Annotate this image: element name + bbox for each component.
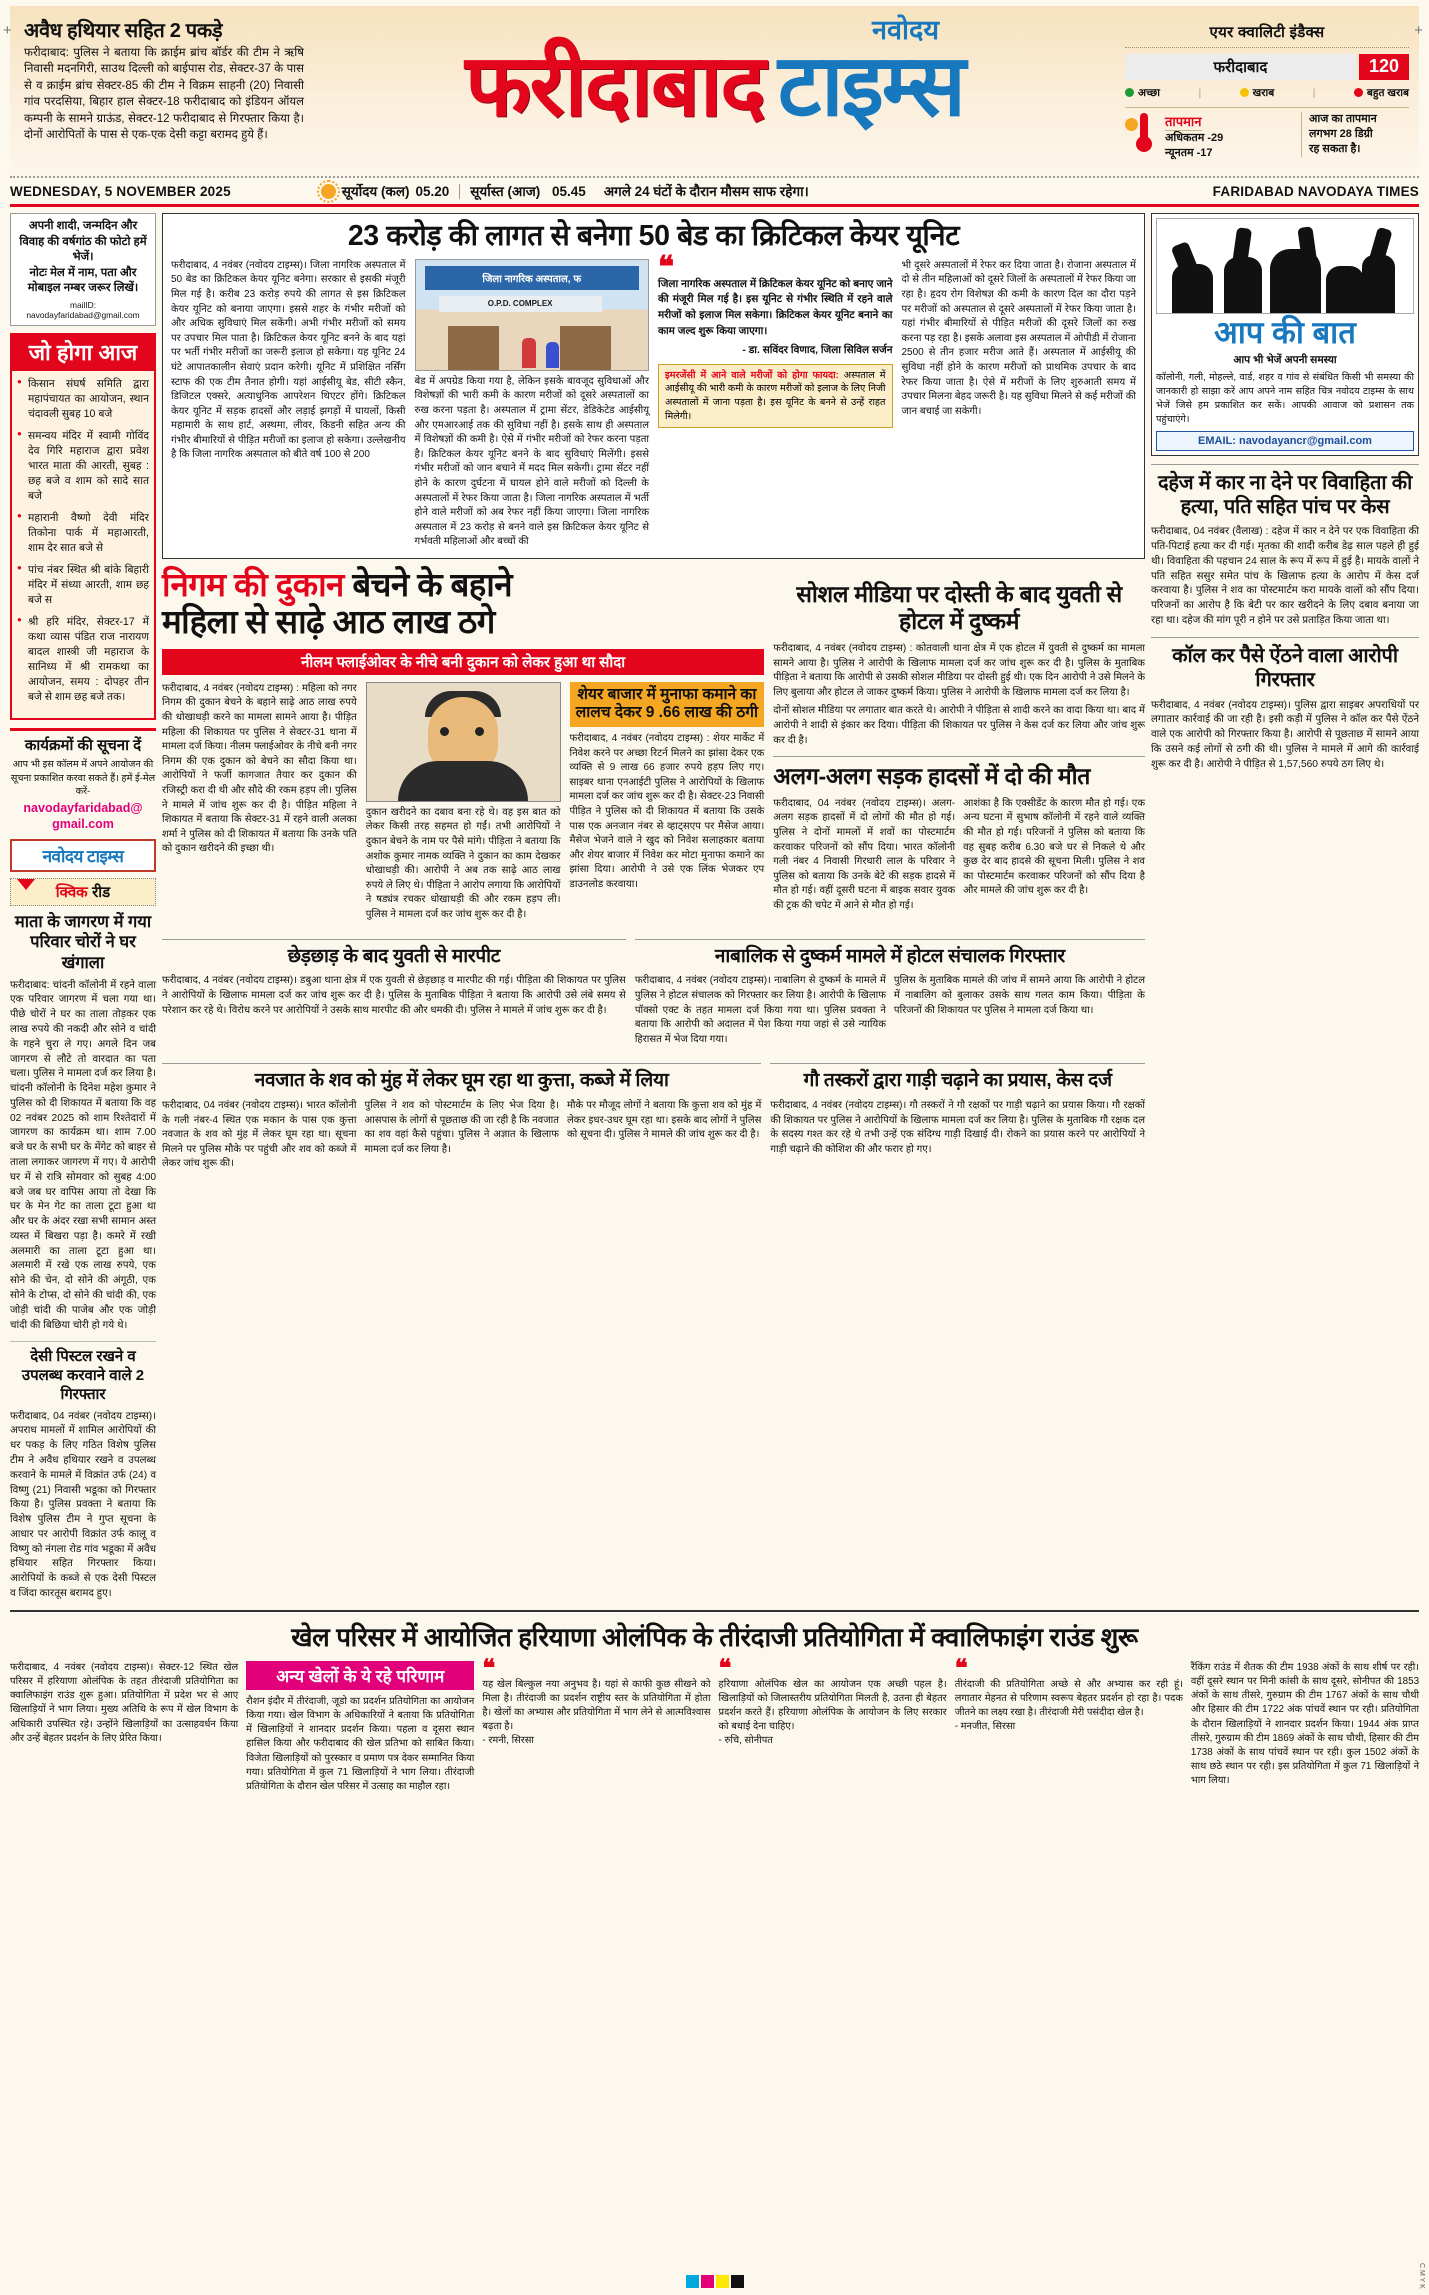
sports-quote-2 <box>718 1654 947 1794</box>
nigam-col-2 <box>366 682 561 923</box>
notice-title: कार्यक्रमों की सूचना दें <box>24 737 142 755</box>
temp-max: अधिकतम -29 <box>1165 132 1224 144</box>
sunrise-time: 05.20 <box>415 183 450 199</box>
notice-body: आप भी इस कॉलम में अपने आयोजन की सूचना प्रकाशित करवा सकते हैं। हमें ई-मेल करें- <box>10 759 156 798</box>
accused-portrait <box>366 682 561 802</box>
list-item: ● महारानी वैष्णो देवी मंदिर तिकोना पार्क में महाआरती, शाम देर सात बजे से <box>17 511 149 556</box>
social-body: फरीदाबाद, 4 नवंबर (नवोदय टाइम्स) : कोतवाली थाना क्षेत्र में एक होटल में युवती से दुष्कर्म का मामला सामने आया है। पुलिस ने आरोपी के खिलाफ मामला दर्ज कर जांच शुरू कर दी है। पुलिस के मुताबिक पीड़िता ने बताया कि आरोपी से उसकी सोशल मीडिया पर दोस्ती हुई थी। एक दिन आरोपी ने उसे मिलने के लिए बुलाया और होटल ले जाकर दुष्कर्म किया। पुलिस ने आरोपी के खिलाफ मामला दर्ज कर लिया है। <box>773 643 1145 698</box>
page-grid <box>10 213 1419 1602</box>
sports-headline: खेल परिसर में आयोजित हरियाणा ओलंपिक के तीरंदाजी प्रतियोगिता में क्वालिफाइंग राउंड शुरू <box>291 1621 1138 1652</box>
sunrise-block <box>321 182 450 200</box>
sports-col-last <box>1191 1661 1419 1794</box>
temp-today-label: आज का तापमान <box>1309 113 1377 125</box>
temp-today-value: लगभग 28 डिग्री <box>1309 127 1373 140</box>
lead-highlight-box <box>658 364 893 428</box>
nawjat-col-2: पुलिस ने शव को पोस्टमार्टम के लिए भेज दिया है। आसपास के लोगों से पूछताछ की जा रही है कि नवजात का शव वहां कैसे पहुंचा। पुलिस ने अज्ञात के खिलाफ मामला दर्ज कर लिया है। <box>364 1100 559 1155</box>
thermometer-icon <box>1125 112 1159 150</box>
chhedchhad-body: फरीदाबाद, 4 नवंबर (नवोदय टाइम्स)। डबुआ थाना क्षेत्र में एक युवती से छेड़छाड़ व मारपीट की गई। पीड़िता की शिकायत पर पुलिस ने आरोपियों के खिलाफ मामला दर्ज कर जांच शुरू कर दी है। पुलिस के मुताबिक पीड़िता ने बताया कि आरोपी उसे लंबे समय से परेशान कर रहे थे। विरोध करने पर आरोपियों ने उसके साथ मारपीट की और धमकी दी। पुलिस ने मामले में जांच शुरू कर दी है। <box>162 975 626 1016</box>
photo-signboard-2: O.P.D. COMPLEX <box>439 296 602 312</box>
legend-separator-2: | <box>1312 87 1316 99</box>
nawjat-headline: नवजात के शव को मुंह में लेकर घूम रहा था कुत्ता, कब्जे में लिया <box>162 1063 761 1093</box>
sidebar-story-1-headline: माता के जागरण में गया परिवार चोरों ने घर खंगाला <box>14 912 152 972</box>
aapki-baat-box <box>1151 213 1419 456</box>
nigam-headline-red: निगम की दुकान <box>162 565 344 603</box>
list-item: ● श्री हरि मंदिर, सेक्टर-17 में कथा व्यास पंडित राज नारायण बादल शास्त्री जी महाराज के सानिध्य में श्री रामकथा का आयोजन, समय : दोपहर तीन बजे से शाम छह बजे तक। <box>17 615 149 705</box>
quickread-red: क्विक <box>55 883 88 901</box>
nigam-ribbon: नीलम फ्लाईओवर के नीचे बनी दुकान को लेकर हुआ था सौदा <box>162 649 764 675</box>
sunrise-label: सूर्योदय (कल) <box>341 184 410 199</box>
sports-columns <box>10 1654 1420 1794</box>
aqi-value: 120 <box>1359 54 1409 80</box>
legend-separator: | <box>1198 87 1202 99</box>
nigam-story <box>162 567 764 923</box>
accident-headline: अलग-अलग सड़क हादसों में दो की मौत <box>773 756 1145 791</box>
print-registration-marks <box>0 2275 1429 2293</box>
lead-col-4-text: भी दूसरे अस्पतालों में रेफर कर दिया जाता है। रोजाना अस्पताल में दो से तीन महिलाओं को दूसरे जिलों के अस्पतालों में रेफर किया जा रहा है। हृदय रोग विशेषज्ञ की कमी के कारण दिल का दौरा पड़ने पर मरीजों को अस्पताल से दूसरे अस्पतालों में रेफर किया जाता है। यहां गंभीर बीमारियों से पीड़ित मरीजों की दूसरे जिलों का रुख करना पड़ रहा है। इसके अलावा इस अस्पताल में ओपीडी में रोजाना 2500 से तीन हजार मरीज आते हैं। अस्पताल में आईसीयू की सुविधा नहीं होने के कारण मरीजों को प्राथमिक उपचार के बाद रेफर किया जाता है। ऐसे में मरीजों के लिए शुरुआती समय में उपचार मिलना बेहद जरूरी है। यह सुविधा मिलने से कई मरीजों की जान बचाई जा सकेगी। <box>901 259 1136 417</box>
social-body-2: दोनों सोशल मीडिया पर लगातार बात करते थे। आरोपी ने पीड़िता से शादी करने का वादा किया था। बाद में आरोपी ने शादी से इंकार कर दिया। पीड़िता की शिकायत पर पुलिस ने केस दर्ज कर लिया और जांच शुरू कर दी है। <box>773 705 1145 746</box>
right-column <box>1151 213 1419 1602</box>
navodaya-times-logo <box>10 839 156 872</box>
masthead-logo <box>310 6 1119 174</box>
masthead-right-weather <box>1119 6 1419 174</box>
sunset-block <box>470 182 586 200</box>
share-market-bar: शेयर बाजार में मुनाफा कमाने का लालच देकर 9 .66 लाख की ठगी <box>570 682 765 727</box>
aqi-legend-good: अच्छा <box>1125 86 1160 100</box>
sidebar-story-2-headline: देसी पिस्टल रखने व उपलब्ध करवाने वाले 2 गिरफ्तार <box>10 1341 156 1404</box>
lead-col-2-text: बेड में अपग्रेड किया गया है, लेकिन इसके बावजूद सुविधाओं और विशेषज्ञों की भारी कमी के कारण मरीजों को दूसरे अस्पतालों का रुख करना पड़ता है। अस्पताल में ट्रामा सेंटर, डेडिकेटेड आईसीयू और एमआरआई तक की सुविधा नहीं है। इसके साथ ही अस्पताल में विशेषज्ञों की कमी है। ऐसे में गंभीर मरीजों को रेफर करना पड़ता है। क्रिटिकल केयर यूनिट बनने के बाद सुविधाएं मिलेंगी। इससे गंभीर मरीजों को जान बचाने में मदद मिल सकेगी। ट्रामा सेंटर नहीं होने के कारण दुर्घटना में घायल होने वाले मरीजों को दिल्ली के अस्पतालों में रेफर किया जाता है। जिला नागरिक अस्पताल में भर्ती होने वाले मरीजों को अब रेफर नहीं किया जाएगा। जिला नागरिक अस्पताल में 23 करोड़ से बनने वाले इस क्रिटिकल केयर यूनिट से गर्भवती महिलाओं और बच्चों की <box>414 375 649 548</box>
sports-col-1-text: फरीदाबाद, 4 नवंबर (नवोदय टाइम्स)। सेक्टर-12 स्थित खेल परिसर में हरियाणा ओलंपिक के तहत तीरंदाजी प्रतियोगिता का क्वालिफाइंग राउंड शुरू हुआ। प्रतियोगिता में प्रदेश भर से आए खिलाड़ियों ने भाग लिया। मुख्य अतिथि के रूप में खेल विभाग के अधिकारी उपस्थित रहे। उन्होंने खिलाड़ियों का उत्साहवर्धन किया और उन्हें बेहतर प्रदर्शन के लिए प्रेरित किया। <box>10 1661 239 1744</box>
social-headline: सोशल मीडिया पर दोस्ती के बाद युवती से होटल में दुष्कर्म <box>796 580 1122 635</box>
lead-story <box>162 213 1145 559</box>
nigam-col-1 <box>162 682 357 923</box>
masthead-story-body: फरीदाबाद: पुलिस ने बताया कि क्राईम ब्रांच बॉर्डर की टीम ने ऋषि निवासी मदनगिरी, साउथ दिल्ली को बाईपास रोड, सेक्टर-37 के पास से व क्राईम ब्रांच सेक्टर-85 की टीम ने विक्रम साहनी (20) निवासी गांव परदसिया, बिहार हाल सेक्टर-18 फरीदाबाद को इंडियन ऑयल कम्पनी के सामने ग्राऊंड, सेक्टर-12 फरीदाबाद से गिरफ्तार किया है। दोनों आरोपितों के पास से एक-एक देसी कट्टा बरामद हुये हैं। <box>24 46 304 142</box>
lead-pullquote-attribution: - डा. सविंदर विणाद, जिला सिविल सर्जन <box>742 345 893 357</box>
nawjat-col-1: फरीदाबाद, 04 नवंबर (नवोदय टाइम्स)। भारत कॉलोनी के गली नंबर-4 स्थित एक मकान के पास एक कुत्ता नवजात के शव को मुंह में लेकर घूम रहा था। सूचना मिलने पर पुलिस मौके पर पहुंची और शव को कब्जे में लेकर जांच शुरू की। <box>162 1100 357 1170</box>
temp-heading: तापमान <box>1165 114 1202 129</box>
nigam-headline-black: बेचने के बहाने <box>352 565 512 603</box>
quickread-black: रीड <box>92 883 111 901</box>
dowry-body: फरीदाबाद, 04 नवंबर (वैलाख) : दहेज में कार न देने पर एक विवाहिता की पति-पिटाई हत्या कर दी गई। मृतका की शादी करीब डेढ़ साल पहले ही हुई थी। विवाहिता की पहचान 24 साल के रूप में रूप में हुई है। मायके वालों ने पति सहित ससुर समेत पांच के खिलाफ हत्या के आरोप में केस दर्ज करवाया है। पुलिस ने शव का पोस्टमार्टम करा मायके वालों को सौंप दिया। परिजनों का आरोप है कि बेटी पर कार खरीदने के लिए दबाव बनाया जा रहा था। दहेज की मांग पूरी न होने पर उसे प्रताड़ित किया जाता था। <box>1151 526 1419 627</box>
cmyk-swatches <box>686 2275 744 2288</box>
logo-faridabad: फरीदाबाद <box>465 38 764 134</box>
aqi-city: फरीदाबाद <box>1125 54 1356 80</box>
promo-line-2: नोटः मेल में नाम, पता और मोबाइल नम्बर जरूर लिखें। <box>27 266 139 295</box>
lead-columns <box>171 250 1136 550</box>
sports-col-1 <box>10 1661 238 1794</box>
minor-headline: नाबालिक से दुष्कर्म मामले में होटल संचालक गिरफ्तार <box>635 939 1145 969</box>
sports-quote-3-text: तीरंदाजी की प्रतियोगिता अच्छे से और अभ्यास कर रही हूं। लगातार मेहनत से परिणाम स्वरूप बेहतर प्रदर्शन हो रहा है। पदक जीतने का लक्ष्य रखा है। तीरंदाजी मेरी पसंदीदा खेल है। <box>954 1678 1183 1718</box>
masthead-left-story <box>10 6 310 174</box>
accident-col-1: फरीदाबाद, 04 नवंबर (नवोदय टाइम्स)। अलग-अलग सड़क हादसों में दो लोगों की मौत हो गई। पुलिस ने दोनों मामलों में शवों का पोस्टमार्टम करवाकर परिजनों को सौंप दिया। भारत कॉलोनी गली नंबर 4 निवासी गिरधारी लाल के परिवार ने पुलिस को बताया कि उनके बेटे की सड़क हादसे में मौत हो गई। वहीं दूसरी घटना में बाइक सवार युवक की ट्रक की चपेट में आने से मौत हो गई। <box>773 797 956 911</box>
lead-col-1 <box>171 259 406 550</box>
lead-col-3 <box>658 250 893 550</box>
hospital-photo <box>415 259 650 371</box>
third-row <box>162 931 1145 1048</box>
photo-submission-promo <box>10 213 156 326</box>
nawjat-col-3: मौके पर मौजूद लोगों ने बताया कि कुत्ता शव को मुंह में लेकर इधर-उधर घूम रहा था। इसके बाद लोगों ने पुलिस को सूचना दी। पुलिस ने मामले की जांच शुरू कर दी है। <box>566 1100 762 1141</box>
call-fraud-body: फरीदाबाद, 4 नवंबर (नवोदय टाइम्स)। पुलिस द्वारा साइबर अपराधियों पर लगातार कार्रवाई की जा रही है। इसी कड़ी में पुलिस ने कॉल कर पैसे ऐंठने वाले एक आरोपी को गिरफ्तार किया है। आरोपी से पूछताछ में सामने आया कि उसने कई लोगों से ठगी की थी। पुलिस ने मामले में आगे की कार्रवाई शुरू कर दी है। आरोपी ने पीड़ित से 1,57,560 रुपये ठग लिए थे। <box>1151 699 1419 770</box>
dowry-headline: दहेज में कार ना देने पर विवाहिता की हत्या, पति सहित पांच पर केस <box>1151 464 1419 520</box>
minor-body: फरीदाबाद, 4 नवंबर (नवोदय टाइम्स)। नाबालिग से दुष्कर्म के मामले में पुलिस ने होटल संचालक को गिरफ्तार कर लिया है। आरोपी के खिलाफ पॉक्सो एक्ट के तहत मामला दर्ज किया गया था। पुलिस प्रवक्ता ने बताया कि आरोपी को अदालत में पेश किया गया जहां से उसे न्यायिक हिरासत में भेज दिया गया। <box>634 975 886 1045</box>
cattle-story <box>770 1055 1145 1172</box>
today-events-list <box>12 371 154 706</box>
sidebar-story-1-body: फरीदाबाद: चांदनी कॉलोनी में रहने वाला एक परिवार जागरण में चला गया था। पीछे चोरों ने घर का ताला तोड़कर एक लाख रुपये की नकदी और सोने व चांदी के गहने चुरा ले गए। अगले दिन जब जागरण से लौटे तो वारदात का पता चला। पुलिस ने मामला दर्ज कर लिया है। चांदनी कॉलोनी के दिनेश महेश कुमार ने पुलिस को दी शिकायत में बताया कि वह 02 नवंबर 2025 को शाम रिश्तेदारों में जागरण का कार्यक्रम था। शाम 7.00 बजे घर के सभी घर के मेंगेट को बाहर से ताला लगाकर जागरण में गए। ये आरोपी घर में से रात्रि सोमवार को सुबह 4:00 बजे जब घर वापिस आया तो देखा कि घर के मेन गेट का ताला टूटा हुआ था और घर के अंदर रखा सभी सामान अस्त व्यस्त में बिखरा पड़ा है। कमरे में रखी अलमारी का ताला टूटा हुआ था। अलमारी में रखे एक लाख रुपये, एक सोने की चेन, दो सोने की अंगूठी, एक सोने के टोप्स, दो सोने की चांदी की, एक जोड़ी चांदी की पाजेब और एक जोड़ी चांदी की बिछिया चोरी हो गये थे। <box>10 979 156 1331</box>
nigam-col-1-text: फरीदाबाद, 4 नवंबर (नवोदय टाइम्स) : महिला को नगर निगम की दुकान बेचने के बहाने साढ़े आठ लाख रुपये की धोखाधड़ी करने का मामला सामने आया है। पीड़ित महिला की शिकायत पर पुलिस ने सेक्टर-31 थाना में मामला दर्ज किया। नीलम फ्लाईओवर के नीचे बनी नगर निगम की एक दुकान को बेचने का सौदा किया था। आरोपियों ने फर्जी कागजात तैयार कर दुकान की रजिस्ट्री करा दी थी और सौदे की रकम हड़प ली। पुलिस ने मामले में जांच शुरू कर दी है। पीड़ित महिला ने शिकायत में बताया कि सेक्टर-31 में रहने वाली अलका शर्मा ने पुलिस को दी शिकायत में बताया कि उनके पति को दुकान खरीदने की इच्छा थी। <box>162 682 357 855</box>
cattle-body: फरीदाबाद, 4 नवंबर (नवोदय टाइम्स)। गौ तस्करों ने गौ रक्षकों पर गाड़ी चढ़ाने का प्रयास किया। गौ रक्षकों की शिकायत पर पुलिस ने आरोपियों के खिलाफ मामला दर्ज कर लिया है। पुलिस के मुताबिक गौ रक्षक दल के सदस्य गश्त कर रहे थे तभी उन्हें एक संदिग्ध गाड़ी दिखाई दी। रोकने का प्रयास करने पर आरोपियों ने गाड़ी चढ़ाने की कोशिश की और फरार हो गए। <box>770 1100 1145 1155</box>
photo-signboard: जिला नागरिक अस्पताल, फ <box>425 266 639 290</box>
promo-line-1: अपनी शादी, जन्मदिन और विवाह की वर्षगांठ की फोटो हमें भेजें। <box>19 220 147 264</box>
left-sidebar <box>10 213 156 1602</box>
fourth-row <box>162 1055 1145 1172</box>
sports-quote-2-text: हरियाणा ओलंपिक खेल का आयोजन एक अच्छी पहल है। खिलाड़ियों को जिलास्तरीय प्रतियोगिता मिलती है, उतना ही बेहतर प्रदर्शन करते हैं। हरियाणा ओलंपिक के आयोजन के लिए सरकार को बधाई देना चाहिए। <box>718 1678 947 1733</box>
nigam-col-3 <box>570 682 765 923</box>
cmyk-label: C M Y K <box>1418 2263 1425 2289</box>
aqi-legend-bad: खराब <box>1240 86 1275 100</box>
quote-icon-3: ❝ <box>954 1654 968 1682</box>
lead-pullquote: जिला नागरिक अस्पताल में क्रिटिकल केयर यूनिट को बनाए जाने की मंजूरी मिल गई है। इस यूनिट से गंभीर स्थिति में रहने वाले मरीजों को इलाज मिल सकेगा। क्रिटिकल केयर यूनिट बनाने का काम जल्द शुरू किया जाएगा। <box>658 278 893 337</box>
submit-events-notice <box>10 728 156 833</box>
sports-quote-1-by: - रमनी, सिरसा <box>482 1735 534 1747</box>
cattle-headline: गौ तस्करों द्वारा गाड़ी चढ़ाने का प्रयास, केस दर्ज <box>770 1063 1145 1093</box>
notice-email[interactable]: navodayfaridabad@ gmail.com <box>23 801 143 832</box>
crowd-silhouette-image <box>1156 218 1414 314</box>
minor-body-2: पुलिस के मुताबिक मामले की जांच में सामने आया कि आरोपी ने होटल में नाबालिग को बुलाकर उसके साथ गलत काम किया। पीड़िता के परिजनों की शिकायत पर पुलिस ने मामला दर्ज किया था। <box>893 975 1145 1016</box>
red-dot-icon <box>1354 88 1363 97</box>
lead-col-2 <box>415 259 650 550</box>
second-row <box>162 567 1145 923</box>
nigam-col-2-text: दुकान खरीदने का दबाव बना रहे थे। वह इस बात को लेकर किसी तरह सहमत हो गईं। तभी आरोपियों ने दुकान बेचने के नाम पर पैसे मांगे। पीड़िता ने बताया कि अशोक कुमार नामक व्यक्ति ने दुकान का काम देखकर धोखाधड़ी की। आरोपी ने अब तक साढ़े आठ लाख रुपये ले लिए थे। पीड़िता ने आरोप लगाया कि आरोपियों ने षड्यंत्र रचकर धोखाधड़ी की और रकम हड़प ली। पुलिस ने मामला दर्ज कर जांच शुरू कर दी है। <box>365 806 561 920</box>
logo-superscript: नवोदय <box>872 15 939 45</box>
datebar-divider <box>459 184 460 199</box>
aqi-title: एयर क्वालिटी इंडैक्स <box>1209 24 1325 41</box>
crop-mark-topleft: + <box>3 22 12 39</box>
nigam-col-3-text: फरीदाबाद, 4 नवंबर (नवोदय टाइम्स) : शेयर मार्केट में निवेश करने पर अच्छा रिटर्न मिलने का झांसा देकर एक व्यक्ति से 9 लाख 66 हजार रुपये हड़प लिए गए। साइबर थाना एनआईटी पुलिस ने आरोपियों के खिलाफ मामला दर्ज कर जांच शुरू कर दी है। सेक्टर-23 निवासी पीड़ित ने पुलिस को दी शिकायत में बताया कि उसके पास एक अनजान नंबर से व्हाट्सएप पर मैसेज आया। मैसेज भेजने वाले ने खुद को निवेश सलाहकार बताया और शेयर बाजार में निवेश कर मोटा मुनाफा कमाने का झांसा दिया। आरोपी ने उसे एक लिंक भेजकर एप डाउनलोड करवाया। <box>569 732 765 890</box>
list-item: ● किसान संघर्ष समिति द्वारा महापंचायत का आयोजन, स्थान चंदावली सुबह 10 बजे <box>17 377 149 422</box>
sports-quote-3-by: - मनजीत, सिरसा <box>954 1721 1016 1733</box>
crop-mark-topright: + <box>1414 22 1423 39</box>
aapki-baat-title: आप की बात <box>1214 315 1356 350</box>
temp-today <box>1301 112 1409 157</box>
main-column <box>162 213 1145 1602</box>
sidebar-story-2-body: फरीदाबाद, 04 नवंबर (नवोदय टाइम्स)। अपराध मामलों में शामिल आरोपियों की धर पकड़ के लिए गठित विशेष पुलिस टीम ने अवैध हथियार रखने व उपलब्ध करवाने के मामले में विक्रांत उर्फ (24) व विष्णु (21) निवासी भडूका को गिरफ्तार किया है। पुलिस प्रवक्ता ने बताया कि विशेष पुलिस टीम ने गुप्त सूचना के आधार पर आरोपी विक्रांत उर्फ कालू व विष्णु को नंगला रोड गांव भडूका में अवैध हथियार सहित गिरफ्तार किया। आरोपियों के कब्जे से एक देसी पिस्टल व जिंदा कारतूस बरामद हुए। <box>10 1410 156 1599</box>
list-item: ● पांच नंबर स्थित श्री बांके बिहारी मंदिर में संध्या आरती, शाम छह बजे स <box>17 563 149 608</box>
lead-col-1-text: फरीदाबाद, 4 नवंबर (नवोदय टाइम्स)। जिला नागरिक अस्पताल में 50 बेड का क्रिटिकल केयर यूनिट बनेगा। सरकार से इसकी मंजूरी मिल गई है। करीब 23 करोड़ रुपये की लागत से इस क्रिटिकल केयर यूनिट को बनाया जाएगा। इससे शहर के गंभीर मरीजों को और अधिक सुविधाएं मिल सकेंगी। अभी गंभीर मरीजों को समय पर उपचार मिल पाता है। क्रिटिकल केयर यूनिट बनने के बाद यहां पर भर्ती गंभीर मरीजों का जरूरी इलाज हो सकेगा। यह यूनिट 24 घंटे आपातकालीन सेवाएं प्रदान करेगी। यूनिट में प्रशिक्षित नर्सिंग स्टाफ की एक टीम तैनात होगी। यहां आईसीयू बेड, सीटी स्कैन, डिजिटल एक्सरे, अत्याधुनिक आपरेशन थिएटर होंगे। क्रिटिकल केयर यूनिट में सड़क हादसों और लड़ाई झगड़ों में घायलों, किसी महामारी के साथ हार्ट, अस्थमा, लीवर, किडनी सहित अन्य की गंभीर बीमारियों से पीड़ित मरीजों का इलाज हो सकेगा। उल्लेखनीय है कि जिला नागरिक अस्पताल को बीते वर्ष 100 से 200 <box>171 259 406 461</box>
chhedchhad-headline: छेड़छाड़ के बाद युवती से मारपीट <box>162 939 626 969</box>
datebar-top-rule <box>10 176 1419 178</box>
logo-times: टाइम्स <box>777 38 964 134</box>
forecast-text: अगले 24 घंटों के दौरान मौसम साफ रहेगा। <box>603 184 809 199</box>
temp-min: न्यूनतम -17 <box>1165 146 1213 159</box>
nigam-headline-2: महिला से साढ़े आठ लाख ठगे <box>162 602 495 640</box>
today-events-title: जो होगा आज <box>12 335 154 371</box>
aqi-divider <box>1125 47 1409 48</box>
datebar <box>10 182 1419 204</box>
quote-icon-2: ❝ <box>718 1654 732 1682</box>
sunset-label: सूर्यास्त (आज) <box>470 184 541 199</box>
green-dot-icon <box>1125 88 1134 97</box>
masthead <box>10 6 1419 174</box>
sports-quote-1 <box>482 1654 711 1794</box>
list-item: ● समन्वय मंदिर में स्वामी गोविंद देव गिरि महाराज द्वारा प्रवेश भारत माता की आरती, सुबह : छह बजे व शाम को सादे सात बजे <box>17 429 149 504</box>
aqi-legend <box>1125 86 1409 100</box>
header-red-rule <box>10 204 1419 207</box>
lead-col-4 <box>902 259 1137 550</box>
aqi-legend-verybad: बहुत खराब <box>1354 86 1409 100</box>
yellow-dot-icon <box>1240 88 1249 97</box>
sunset-time: 05.45 <box>552 184 586 199</box>
highlight-title: इमरजेंसी में आने वाले मरीजों को होगा फायदा: <box>665 369 839 381</box>
nt-logo-text: नवोदय टाइम्स <box>42 846 124 866</box>
nawjat-story <box>162 1055 761 1172</box>
accident-col-2: आशंका है कि एक्सीडेंट के कारण मौत हो गई। एक अन्य घटना में सुभाष कॉलोनी में रहने वाले व्यक्ति की मौत हो गई। परिजनों ने पुलिस को बताया कि वह सुबह करीब 6.30 बजे घर से निकले थे और कुछ देर बाद हादसे की सूचना मिली। पुलिस ने शव का पोस्टमार्टम करवाकर परिजनों को सौंप दिया है और मामले की जांच शुरू कर दी है। <box>963 797 1145 897</box>
minor-story <box>635 931 1145 1048</box>
english-date: WEDNESDAY, 5 NOVEMBER 2025 <box>10 183 231 199</box>
promo-mailid: mailID: navodayfaridabad@gmail.com <box>26 299 140 320</box>
aapki-baat-subtitle: आप भी भेजें अपनी समस्या <box>1233 354 1337 367</box>
highlight-body: अस्पताल में आईसीयू की भारी कमी के कारण मरीजों को इलाज के लिए निजी अस्पतालों में जाना पड़ता है। इस यूनिट के बनने से उन्हें राहत मिलेगी। <box>665 369 886 422</box>
sports-quote-3 <box>954 1654 1183 1794</box>
sports-quote-1-text: यह खेल बिल्कुल नया अनुभव है। यहां से काफी कुछ सीखने को मिला है। तीरंदाजी का प्रदर्शन राष्ट्रीय स्तर के प्रतियोगिता में होता है। खेलों का अभ्यास और प्रतियोगिता में भाग लेने से आत्मविश्वास बढ़ता है। <box>482 1678 711 1733</box>
aapki-baat-email[interactable]: EMAIL: navodayancr@gmail.com <box>1156 431 1414 451</box>
lead-headline: 23 करोड़ की लागत से बनेगा 50 बेड का क्रिटिकल केयर यूनिट <box>347 220 960 252</box>
sports-section <box>10 1610 1419 1794</box>
quick-read-banner <box>10 878 156 906</box>
sun-icon <box>321 184 336 199</box>
sports-quote-2-by: - रुचि, सोनीपत <box>718 1735 773 1747</box>
nigam-headline-1 <box>162 567 764 604</box>
sports-col-2-text: रौशन इंदौर में तीरंदाजी, जूडो का प्रदर्शन प्रतियोगिता का आयोजन किया गया। खेल विभाग के अधिकारियों ने बताया कि प्रतियोगिता में खिलाड़ियों ने शानदार प्रदर्शन किया। पहला व दूसरा स्थान हासिल किया और फरीदाबाद की खेल प्रतिभा को साबित किया। विजेता खिलाड़ियों को पुरस्कार व प्रमाण पत्र देकर सम्मानित किया गया। प्रतियोगिता में कुल 71 खिलाड़ियों ने भाग लिया। तीरंदाजी प्रतियोगिता के दौरान खेल परिसर में उत्साह का माहौल रहा। <box>246 1695 475 1792</box>
today-events-box <box>10 333 156 721</box>
sports-col-2 <box>246 1661 474 1794</box>
temp-today-suffix: रह सकता है। <box>1309 142 1361 155</box>
temperature-panel <box>1125 112 1409 161</box>
call-fraud-headline: कॉल कर पैसे ऐंठने वाला आरोपी गिरफ्तार <box>1151 637 1419 693</box>
quote-icon: ❝ <box>658 250 675 284</box>
social-media-story <box>773 567 1145 923</box>
chhedchhad-story <box>162 931 626 1048</box>
sports-results-bar: अन्य खेलों के ये रहे परिणाम <box>246 1661 474 1690</box>
sports-col-last-text: रैंकिंग राउंड में शैतक की टीम 1938 अंकों के साथ शीर्ष पर रही। वहीं दूसरे स्थान पर मिनी कांसी के साथ दूसरे, सोनीपत की 1853 अंकों के साथ तीसरे, गुरुग्राम की टीम 1767 अंकों के साथ चौथी और हिसार की टीम 1722 अंक पांचवें स्थान पर रही। प्रतियोगिता के दौरान खिलाड़ियों ने शानदार प्रदर्शन किया। 1944 अंक प्राप्त तीसरे, गुरुग्राम की टीम 1869 अंकों के साथ चौथी, हिसार की टीम 1738 अंकों के साथ पांचवें स्थान पर रही। कुल 1502 अंकों के साथ छठे स्थान पर रही। इस प्रतियोगिता में कुल 71 खिलाड़ियों ने भाग लिया। <box>1190 1661 1420 1787</box>
aapki-baat-body: कॉलोनी, गली, मोहल्ले, वार्ड, शहर व गांव से संबंधित किसी भी समस्या की जानकारी हो साझा करें आप अपने नाम सहित चित्र नवोदय टाइम्स के साथ भेजें जिसे हम प्रकाशित कर सकें। आपकी आवाज को प्रशासन तक पहुंचाएंगे। <box>1156 371 1414 425</box>
masthead-kicker: अवैध हथियार सहित 2 पकड़े <box>24 20 223 42</box>
publication-name: FARIDABAD NAVODAYA TIMES <box>1212 183 1419 199</box>
quote-icon-1: ❝ <box>482 1654 496 1682</box>
temp-divider <box>1125 107 1409 108</box>
